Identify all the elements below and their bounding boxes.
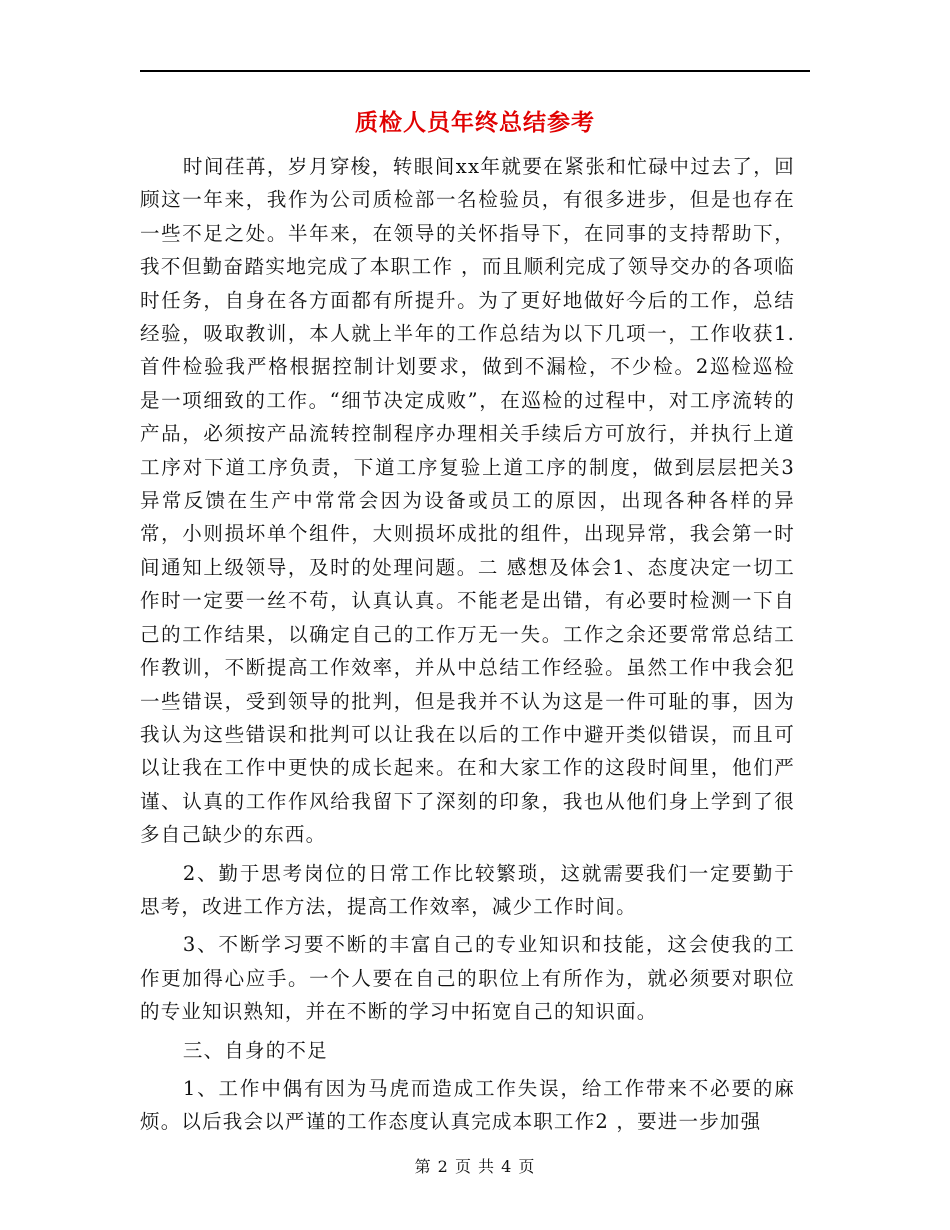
document-body <box>140 150 795 1144</box>
header-rule <box>140 70 810 72</box>
paragraph-thinking: 2、勤于思考岗位的日常工作比较繁琐，这就需要我们一定要勤于思考，改进工作方法，提高工作效率，减少工作时间。 <box>140 861 795 918</box>
section-heading-shortcomings: 三、自身的不足 <box>182 1038 328 1062</box>
document-title: 质检人员年终总结参考 <box>355 109 595 136</box>
paragraph-learning: 3、不断学习要不断的丰富自己的专业知识和技能，这会使我的工作更加得心应手。一个人要在自己的职位上有所作为，就必须要对职位的专业知识熟知，并在不断的学习中拓宽自己的知识面。 <box>140 933 795 1024</box>
page-footer: 第 2 页 共 4 页 <box>414 1157 536 1176</box>
paragraph-shortcoming-1: 1、工作中偶有因为马虎而造成工作失误，给工作带来不必要的麻烦。以后我会以严谨的工作态度认真完成本职工作2 ，要进一步加强 <box>140 1076 795 1134</box>
paragraph-intro: 时间荏苒，岁月穿梭，转眼间xx年就要在紧张和忙碌中过去了，回顾这一年来，我作为公司质检部一名检验员，有很多进步，但是也存在一些不足之处。半年来，在领导的关怀指导下，在同事的支持帮助下，我不但勤奋踏实地完成了本职工作 ，而且顺利完成了领导交办的各项临时任务，自身在各方面都有所提升。为了更好地做好今后的工作，总结经验，吸取教训，本人就上半年的工作总结为以下几项一，工作收获1.首件检验我严格根据控制计划要求，做到不漏检，不少检。2巡检巡检是一项细致的工作。“细节决定成败”，在巡检的过程中，对工序流转的产品，必须按产品流转控制程序办理相关手续后方可放行，并执行上道工序对下道工序负责，下道工序复验上道工序的制度，做到层层把关3异常反馈在生产中常常会因为设备或员工的原因，出现各种各样的异常，小则损坏单个组件，大则损坏成批的组件，出现异常，我会第一时间通知上级领导，及时的处理问题。二 感想及体会1、态度决定一切工作时一定要一丝不苟，认真认真。不能老是出错，有必要时检测一下自己的工作结果，以确定自己的工作万无一失。工作之余还要常常总结工作教训，不断提高工作效率，并从中总结工作经验。虽然工作中我会犯一些错误，受到领导的批判，但是我并不认为这是一件可耻的事，因为我认为这些错误和批判可以让我在以后的工作中避开类似错误，而且可以让我在工作中更快的成长起来。在和大家工作的这段时间里，他们严谨、认真的工作作风给我留下了深刻的印象，我也从他们身上学到了很多自己缺少的东西。 <box>140 155 795 847</box>
